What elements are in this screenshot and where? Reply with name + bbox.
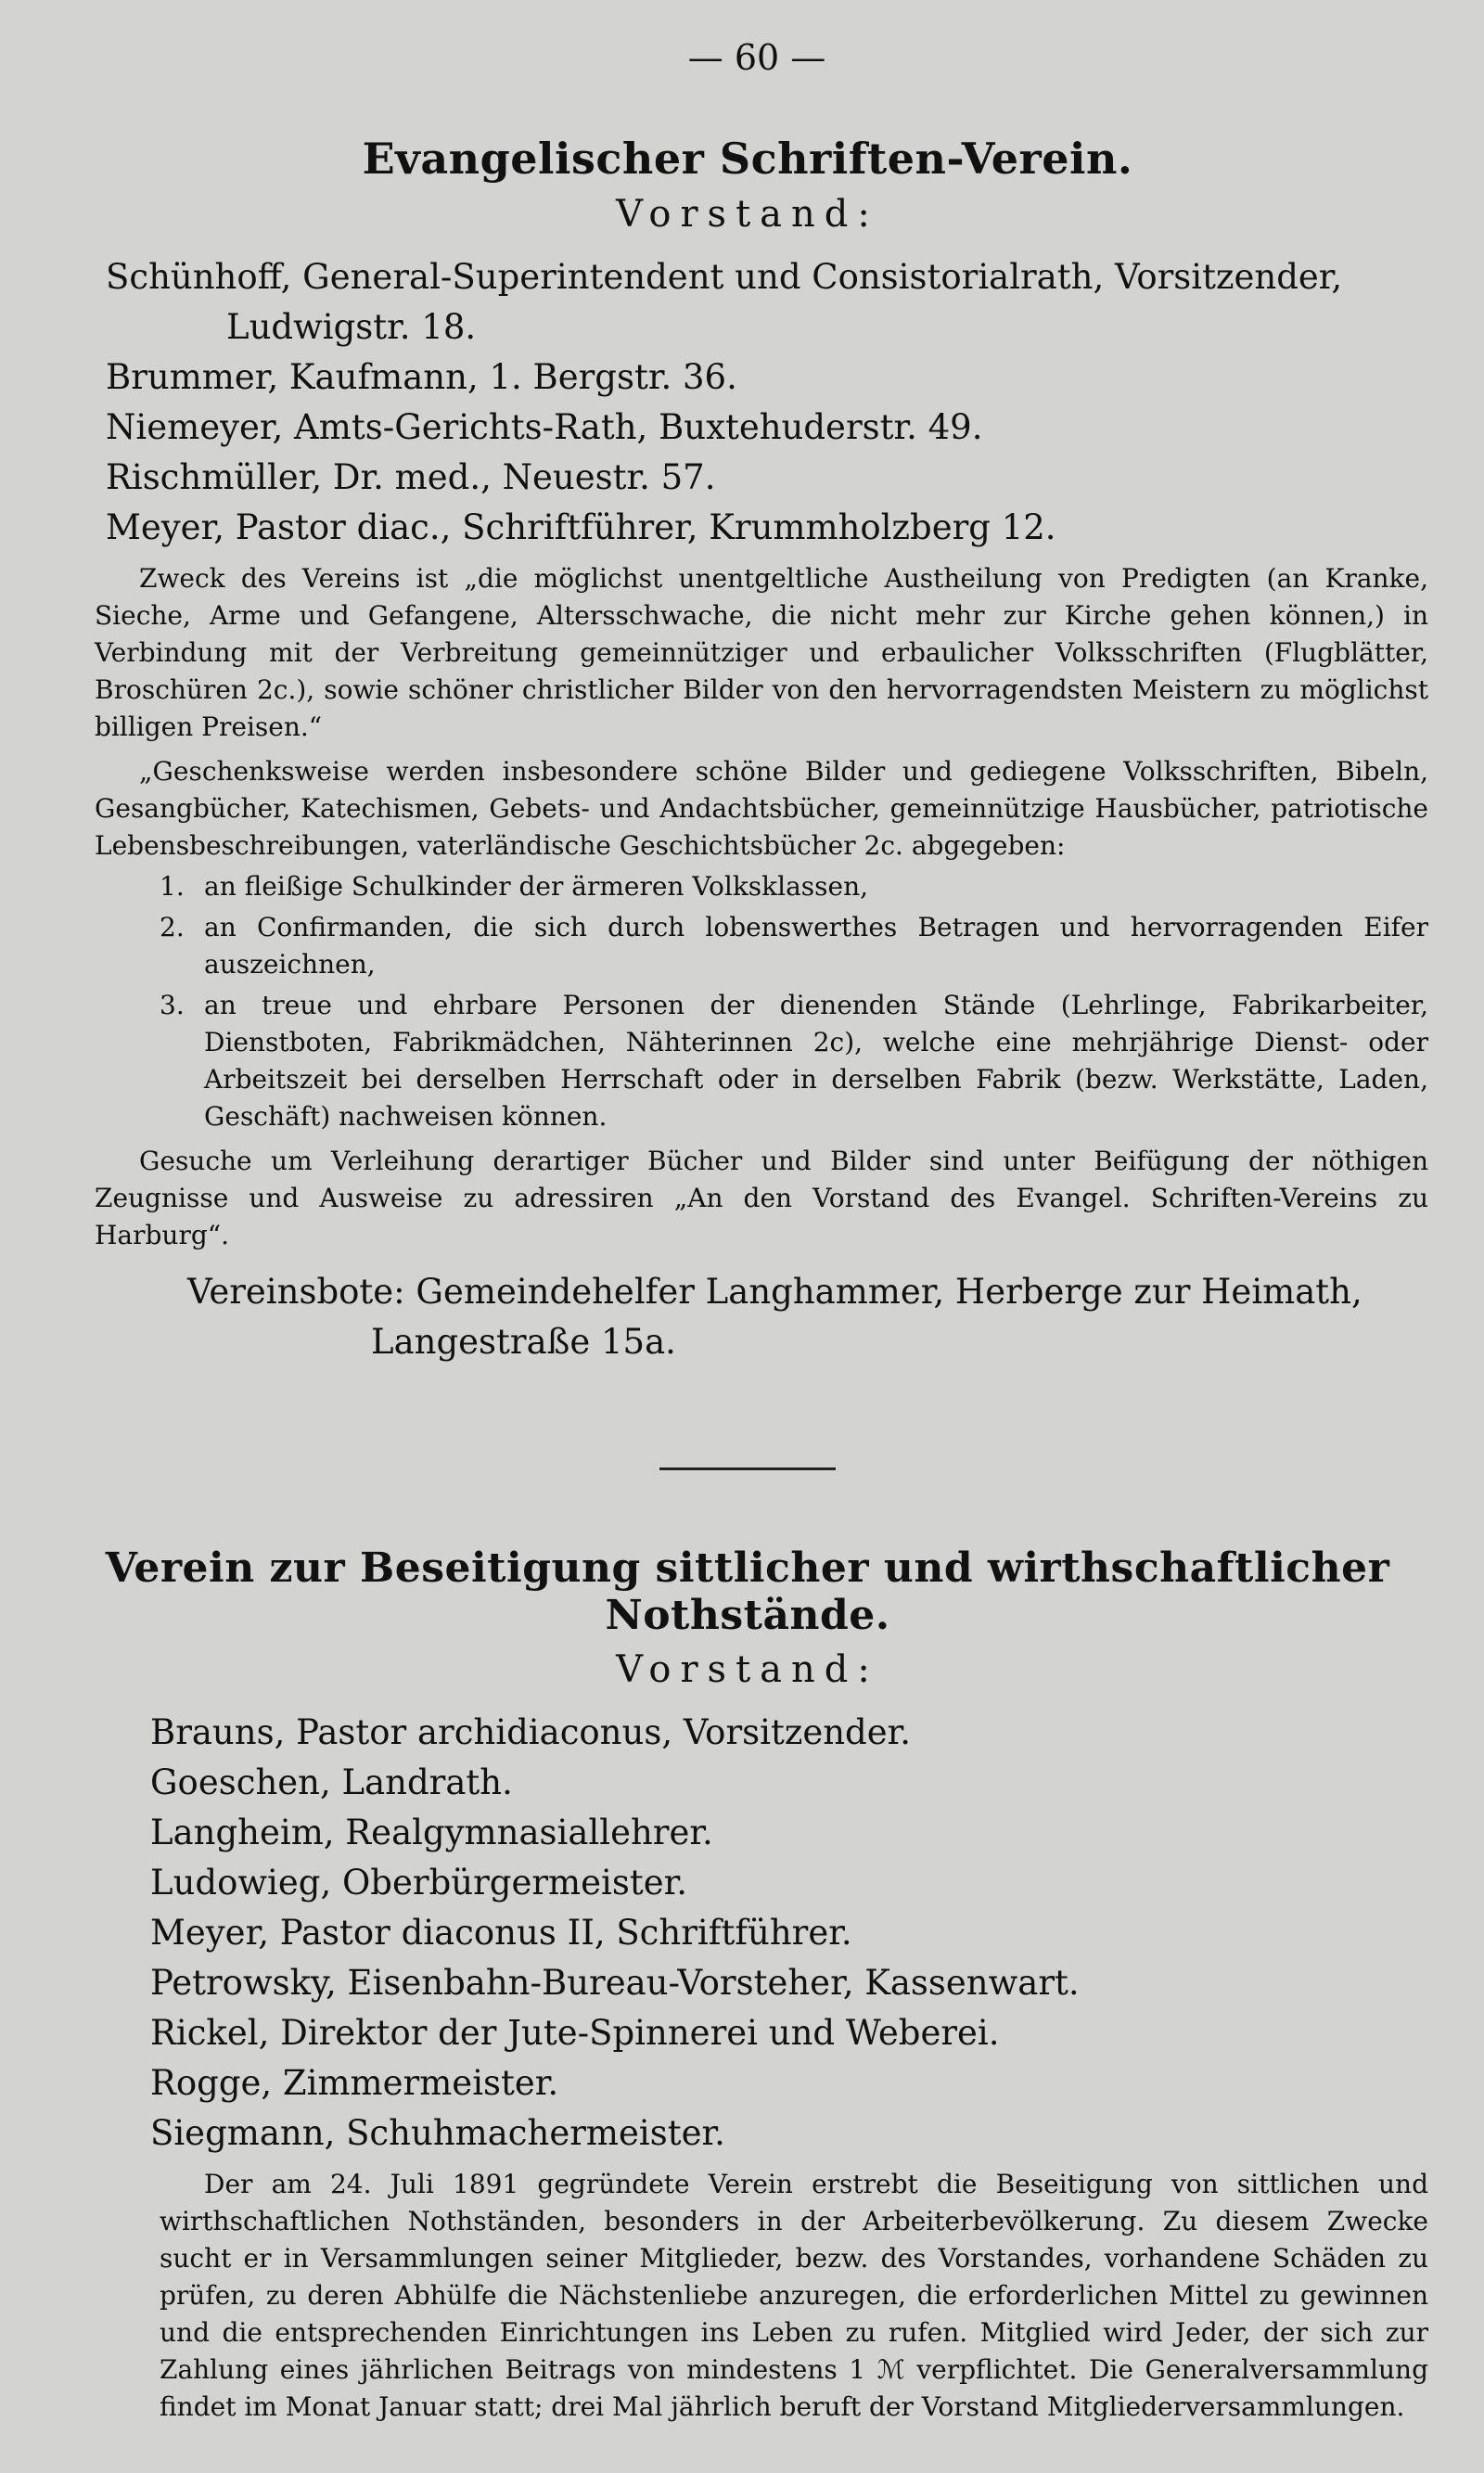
board-member-address: Ludwigstr. 18.	[226, 307, 477, 347]
board-member: Goeschen, Landrath.	[150, 1762, 513, 1802]
section-verein-beseitigung-nothstaende	[67, 1544, 1428, 2426]
board-member: Schünhoff, General-Superintendent und Consistorialrath, Vorsitzender,	[106, 257, 1343, 297]
section-evangelischer-schriften-verein	[67, 134, 1428, 1367]
board-member: Meyer, Pastor diaconus II, Schriftführer.	[150, 1913, 852, 1953]
vorstand-label: Vorstand:	[616, 1648, 879, 1691]
board-members-list	[67, 252, 1428, 553]
list-item-text: an fleißige Schulkinder der ärmeren Volksklassen,	[204, 871, 869, 902]
vorstand-label: Vorstand:	[616, 193, 879, 236]
list-item-number: 1.	[160, 871, 185, 902]
page-number: — 60 —	[687, 37, 826, 78]
board-member: Brauns, Pastor archidiaconus, Vorsitzender.	[150, 1712, 912, 1752]
section-title: Verein zur Beseitigung sittlicher und wirthschaftlicher Nothstände.	[105, 1544, 1390, 1639]
board-member: Meyer, Pastor diac., Schriftführer, Krummholzberg 12.	[106, 507, 1056, 547]
description-paragraph: Der am 24. Juli 1891 gegründete Verein erstrebt die Beseitigung von sittlichen und wirthschaftlichen Nothständen, besonders in der Arbeiterbevölkerung. Zu diesem Zwecke sucht er in Versammlungen seiner Mitglieder, bezw. des Vorstandes, vorhandene Schäden zu prüfen, zu deren Abhülfe die Nächstenliebe anzuregen, die erforderlichen Mittel zu gewinnen und die entsprechenden Einrichtungen ins Leben zu rufen. Mitglied wird Jeder, der sich zur Zahlung eines jährlichen Beitrags von mindestens 1 ℳ verpflichtet. Die Generalversammlung findet im Monat Januar statt; drei Mal jährlich beruft der Vorstand Mitgliederversammlungen.	[160, 2169, 1428, 2422]
board-member: Brummer, Kaufmann, 1. Bergstr. 36.	[106, 357, 737, 397]
board-member: Langheim, Realgymnasiallehrer.	[150, 1813, 713, 1852]
messenger-line: Vereinsbote: Gemeindehelfer Langhammer, Herberge zur Heimath,	[187, 1272, 1362, 1312]
requests-paragraph: Gesuche um Verleihung derartiger Bücher und Bilder sind unter Beifügung der nöthigen Zeugnisse und Ausweise zu adressiren „An den Vorstand des Evangel. Schriften-Vereins zu Harburg“.	[95, 1146, 1428, 1250]
board-member: Ludowieg, Oberbürgermeister.	[150, 1863, 687, 1903]
board-member: Siegmann, Schuhmachermeister.	[150, 2113, 725, 2153]
board-member: Petrowsky, Eisenbahn-Bureau-Vorsteher, Kassenwart.	[150, 1963, 1080, 2003]
board-member: Rogge, Zimmermeister.	[150, 2063, 559, 2103]
list-item	[67, 909, 1428, 983]
list-item	[67, 987, 1428, 1135]
messenger-address: Langestraße 15a.	[371, 1322, 676, 1362]
list-item-text: an treue und ehrbare Personen der dienenden Stände (Lehrlinge, Fabrikarbeiter, Dienstboten, Fabrikmädchen, Nähterinnen 2c), welche eine mehrjährige Dienst- oder Arbeitszeit bei derselben Herrschaft oder in derselben Fabrik (bezw. Werkstätte, Laden, Geschäft) nachweisen können.	[204, 990, 1428, 1132]
section-divider	[659, 1467, 836, 1470]
board-member: Rickel, Direktor der Jute-Spinnerei und Weberei.	[150, 2013, 1000, 2053]
board-member: Niemeyer, Amts-Gerichts-Rath, Buxtehuderstr. 49.	[106, 407, 983, 447]
recipient-conditions-list	[67, 868, 1428, 1135]
list-item-number: 2.	[160, 912, 185, 942]
purpose-paragraph: Zweck des Vereins ist „die möglichst unentgeltliche Austheilung von Predigten (an Kranke, Sieche, Arme und Gefangene, Altersschwache, die nicht mehr zur Kirche gehen können,) in Verbindung mit der Verbreitung gemeinnütziger und erbaulicher Volksschriften (Flugblätter, Broschüren 2c.), sowie schöner christlicher Bilder von den hervorragendsten Meistern zu möglichst billigen Preisen.“	[95, 563, 1428, 742]
board-member: Rischmüller, Dr. med., Neuestr. 57.	[106, 457, 716, 497]
section-title: Evangelischer Schriften-Verein.	[362, 134, 1133, 184]
board-members-list	[67, 1708, 1428, 2159]
list-item-number: 3.	[160, 990, 185, 1020]
gifts-paragraph: „Geschenksweise werden insbesondere schöne Bilder und gediegene Volksschriften, Bibeln, Gesangbücher, Katechismen, Gebets- und Andachtsbücher, gemeinnützige Hausbücher, patriotische Lebensbeschreibungen, vaterländische Geschichtsbücher 2c. abgegeben:	[95, 756, 1428, 861]
list-item-text: an Confirmanden, die sich durch lobenswerthes Betragen und hervorragenden Eifer auszeichnen,	[204, 912, 1428, 980]
list-item	[67, 868, 1428, 905]
